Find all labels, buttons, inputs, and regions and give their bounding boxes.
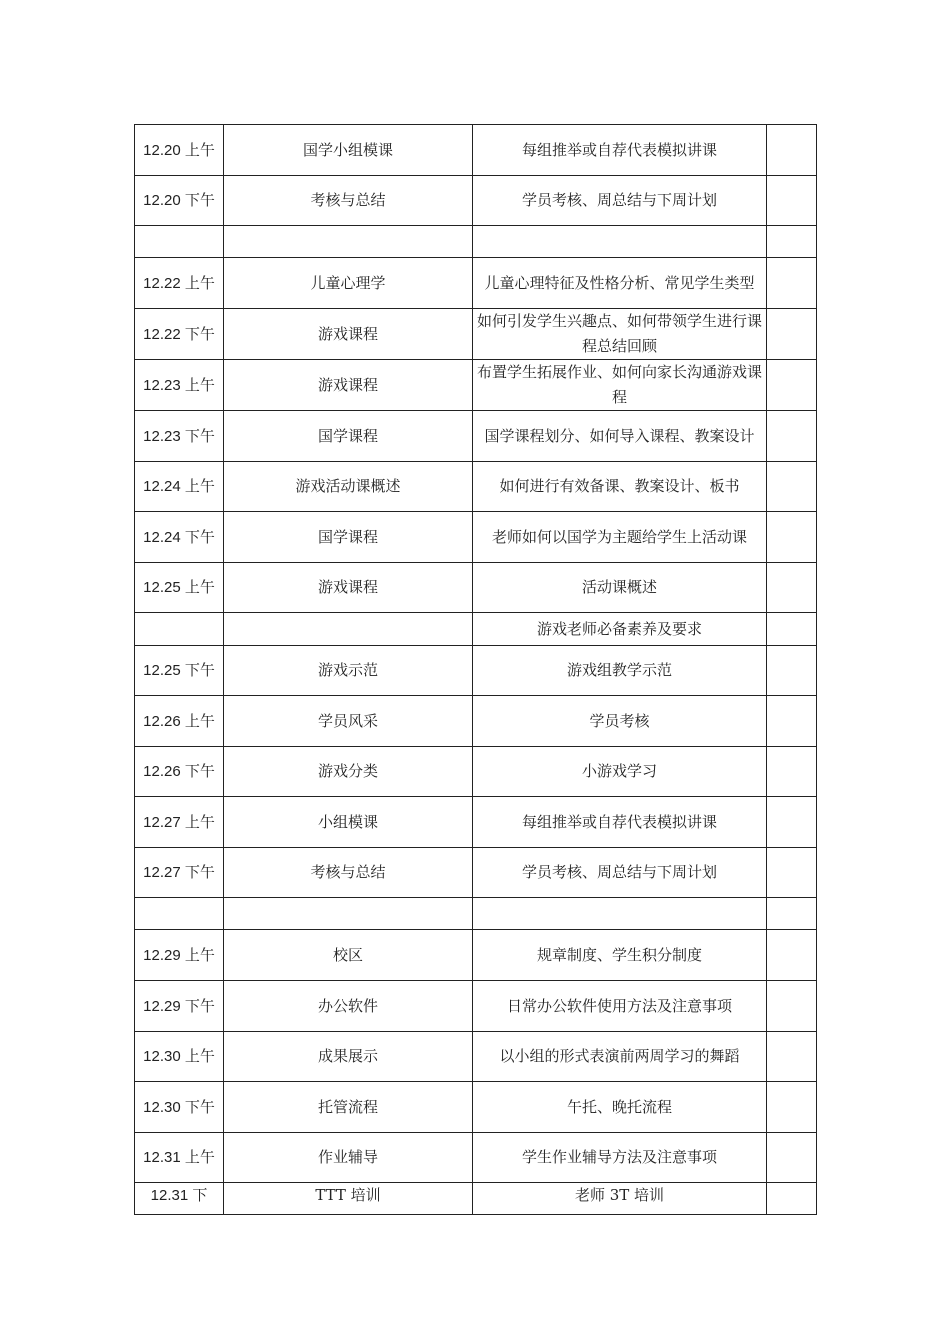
topic-cell: TTT 培训 [224,1183,473,1215]
topic-cell: 国学课程 [224,512,473,563]
time-cell: 12.23 下午 [135,411,224,462]
blank-cell [767,176,817,226]
time-cell: 12.26 上午 [135,696,224,747]
table-row [135,411,817,462]
table-row [135,512,817,563]
content-cell: 每组推举或自荐代表模拟讲课 [473,125,767,176]
time-cell [135,613,224,646]
content-cell: 以小组的形式表演前两周学习的舞蹈 [473,1032,767,1082]
table-row [135,258,817,309]
table-row [135,898,817,930]
content-cell [473,898,767,930]
topic-cell: 游戏分类 [224,747,473,797]
blank-cell [767,360,817,411]
table-row [135,309,817,360]
topic-cell: 游戏课程 [224,563,473,613]
table-row [135,563,817,613]
topic-cell: 游戏课程 [224,309,473,360]
content-cell: 活动课概述 [473,563,767,613]
blank-cell [767,226,817,258]
table-row [135,747,817,797]
topic-cell: 小组模课 [224,797,473,848]
time-cell: 12.23 上午 [135,360,224,411]
content-cell: 学员考核、周总结与下周计划 [473,176,767,226]
content-cell: 游戏组教学示范 [473,646,767,696]
table-row [135,1082,817,1133]
content-cell: 布置学生拓展作业、如何向家长沟通游戏课程 [473,360,767,411]
content-cell [473,226,767,258]
blank-cell [767,1032,817,1082]
blank-cell [767,1183,817,1215]
time-cell: 12.29 上午 [135,930,224,981]
schedule-table [134,124,817,1215]
topic-cell: 校区 [224,930,473,981]
topic-cell: 游戏课程 [224,360,473,411]
blank-cell [767,258,817,309]
time-cell: 12.29 下午 [135,981,224,1032]
time-cell: 12.27 上午 [135,797,224,848]
content-cell: 日常办公软件使用方法及注意事项 [473,981,767,1032]
time-cell: 12.30 上午 [135,1032,224,1082]
topic-cell: 儿童心理学 [224,258,473,309]
blank-cell [767,797,817,848]
time-cell: 12.20 上午 [135,125,224,176]
topic-cell: 作业辅导 [224,1133,473,1183]
blank-cell [767,512,817,563]
table-row [135,360,817,411]
topic-cell [224,226,473,258]
time-cell: 12.24 下午 [135,512,224,563]
content-cell: 每组推举或自荐代表模拟讲课 [473,797,767,848]
table-row [135,930,817,981]
blank-cell [767,125,817,176]
blank-cell [767,930,817,981]
blank-cell [767,613,817,646]
time-cell: 12.20 下午 [135,176,224,226]
topic-cell: 国学课程 [224,411,473,462]
content-cell: 学员考核 [473,696,767,747]
topic-cell: 考核与总结 [224,848,473,898]
blank-cell [767,309,817,360]
time-cell: 12.31 下 [135,1183,224,1215]
table-row [135,797,817,848]
content-cell: 老师 3T 培训 [473,1183,767,1215]
blank-cell [767,1133,817,1183]
content-cell: 小游戏学习 [473,747,767,797]
table-row [135,1183,817,1215]
content-cell: 儿童心理特征及性格分析、常见学生类型 [473,258,767,309]
time-cell: 12.22 下午 [135,309,224,360]
time-cell [135,898,224,930]
topic-cell: 考核与总结 [224,176,473,226]
time-cell [135,226,224,258]
table-row [135,125,817,176]
table-row [135,176,817,226]
table-row [135,696,817,747]
time-cell: 12.24 上午 [135,462,224,512]
table-row [135,1133,817,1183]
topic-cell: 办公软件 [224,981,473,1032]
time-cell: 12.31 上午 [135,1133,224,1183]
time-cell: 12.27 下午 [135,848,224,898]
blank-cell [767,462,817,512]
topic-cell: 学员风采 [224,696,473,747]
blank-cell [767,1082,817,1133]
blank-cell [767,411,817,462]
topic-cell: 游戏示范 [224,646,473,696]
content-cell: 老师如何以国学为主题给学生上活动课 [473,512,767,563]
topic-cell [224,613,473,646]
topic-cell [224,898,473,930]
topic-cell: 游戏活动课概述 [224,462,473,512]
content-cell: 如何引发学生兴趣点、如何带领学生进行课程总结回顾 [473,309,767,360]
blank-cell [767,696,817,747]
content-cell: 午托、晚托流程 [473,1082,767,1133]
topic-cell: 国学小组模课 [224,125,473,176]
table-row [135,1032,817,1082]
blank-cell [767,981,817,1032]
blank-cell [767,646,817,696]
topic-cell: 成果展示 [224,1032,473,1082]
content-cell: 国学课程划分、如何导入课程、教案设计 [473,411,767,462]
content-cell: 学生作业辅导方法及注意事项 [473,1133,767,1183]
table-row [135,462,817,512]
table-row [135,613,817,646]
table-row [135,646,817,696]
blank-cell [767,747,817,797]
blank-cell [767,848,817,898]
table-row [135,848,817,898]
blank-cell [767,563,817,613]
content-cell: 学员考核、周总结与下周计划 [473,848,767,898]
blank-cell [767,898,817,930]
table-row [135,981,817,1032]
content-cell: 如何进行有效备课、教案设计、板书 [473,462,767,512]
time-cell: 12.30 下午 [135,1082,224,1133]
time-cell: 12.26 下午 [135,747,224,797]
time-cell: 12.22 上午 [135,258,224,309]
topic-cell: 托管流程 [224,1082,473,1133]
time-cell: 12.25 下午 [135,646,224,696]
content-cell: 规章制度、学生积分制度 [473,930,767,981]
content-cell: 游戏老师必备素养及要求 [473,613,767,646]
time-cell: 12.25 上午 [135,563,224,613]
table-row [135,226,817,258]
